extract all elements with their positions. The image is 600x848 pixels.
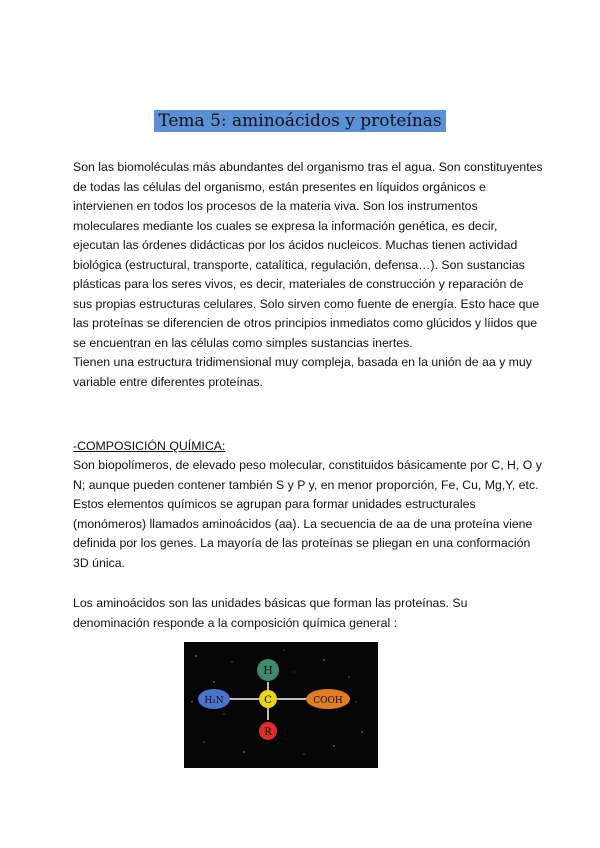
intro-section [73, 158, 543, 392]
carboxyl-group-label: COOH [313, 696, 343, 706]
title-wrapper [0, 110, 600, 132]
amino-group-label: H₂N [204, 696, 224, 706]
section-heading: -COMPOSICIÓN QUÍMICA: [73, 439, 226, 453]
composition-paragraph: Son biopolímeros, de elevado peso molecular, constituidos básicamente por C, H, O y N; aunque pueden contener también S y P y, en menor proporción, Fe, Cu, Mg,Y, etc. Estos elementos químicos se agrupan para formar unidades estructurales (monómeros) llamados aminoácidos (aa). La secuencia de aa de una proteína viene definida por los genes. La mayoría de las proteínas se pliegan en una conformación 3D única. [73, 458, 542, 570]
aminoacids-intro-paragraph: Los aminoácidos son las unidades básicas que forman las proteínas. Su denominación responde a la composición química general : [73, 596, 468, 630]
amino-acid-svg [184, 642, 378, 768]
amino-acid-diagram [184, 642, 378, 768]
intro-paragraph: Son las biomoléculas más abundantes del organismo tras el agua. Son constituyentes de todas las células del organismo, están presentes en líquidos orgánicos e intervienen en todos los procesos de la materia viva. Son los instrumentos moleculares mediante los cuales se expresa la información genética, es decir, ejecutan las órdenes didácticas por los ácidos nucleicos. Muchas tienen actividad biológica (estructural, transporte, catalítica, regulación, defensa…). Son sustancias plásticas para los seres vivos, es decir, materiales de construcción y reparación de sus propias estructuras celulares. Solo sirven como fuente de energía. Esto hace que las proteínas se diferencien de otros principios inmediatos como glúcidos y líidos que se encuentran en las células como simples sustancias inertes. [73, 160, 543, 350]
hydrogen-label: H [263, 664, 273, 677]
page-title: Tema 5: aminoácidos y proteínas [154, 110, 445, 132]
carbon-label: C [264, 695, 272, 706]
r-group-label: R [264, 727, 272, 738]
intro-paragraph-2: Tienen una estructura tridimensional muy compleja, basada en la unión de aa y muy variable entre diferentes proteínas. [73, 355, 532, 389]
